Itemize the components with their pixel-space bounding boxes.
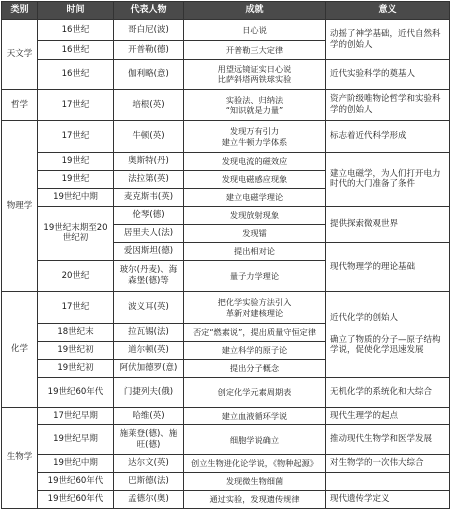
achievement-cell: 发现微生物细菌 — [184, 472, 326, 490]
person-cell: 牛顿(英) — [114, 121, 184, 153]
achievement-cell: 创立生物进化论学说，《物种起源》 — [184, 455, 326, 473]
science-achievements-table — [1, 1, 450, 509]
significance-cell: 提供探索微观世界 — [326, 206, 450, 242]
time-cell: 19世纪 — [38, 153, 114, 171]
time-cell: 19世纪中期 — [38, 188, 114, 206]
time-cell: 17世纪 — [38, 89, 114, 121]
achievement-cell: 建立血液循环学说 — [184, 407, 326, 425]
significance-cell: 标志着近代科学形成 — [326, 121, 450, 153]
significance-cell — [326, 472, 450, 490]
person-cell: 波义耳(英) — [114, 292, 184, 324]
person-cell: 哥白尼(波) — [114, 20, 184, 41]
header-row — [2, 2, 450, 20]
time-cell: 20世纪 — [38, 260, 114, 292]
significance-cell: 现代生理学的起点 — [326, 407, 450, 425]
achievement-cell: 通过实验，发现遗传规律 — [184, 490, 326, 508]
category-cell: 天文学 — [2, 20, 38, 90]
time-cell: 19世纪60年代 — [38, 377, 114, 407]
achievement-cell: 量子力学理论 — [184, 260, 326, 292]
header-significance: 意义 — [326, 2, 450, 20]
person-cell: 门捷列夫(俄) — [114, 377, 184, 407]
significance-cell: 动摇了神学基础，近代自然科学的创始人 — [326, 20, 450, 60]
achievement-cell: 发现电磁感应现象 — [184, 170, 326, 188]
person-cell: 爱因斯坦(德) — [114, 242, 184, 260]
category-cell: 生物学 — [2, 407, 38, 509]
achievement-cell: 发现放射现象 — [184, 206, 326, 224]
person-cell: 施莱登(德)、施旺(德) — [114, 425, 184, 455]
person-cell: 哈维(英) — [114, 407, 184, 425]
science-history-table-sheet — [1, 1, 449, 509]
table-row — [2, 455, 450, 473]
achievement-cell: 创定化学元素周期表 — [184, 377, 326, 407]
significance-cell: 建立电磁学，为人们打开电力时代的大门准备了条件 — [326, 153, 450, 207]
table-row — [2, 20, 450, 41]
category-cell: 化学 — [2, 292, 38, 407]
person-cell: 麦克斯韦(英) — [114, 188, 184, 206]
table-row — [2, 425, 450, 455]
person-cell: 开普勒(德) — [114, 41, 184, 60]
time-cell: 16世纪 — [38, 41, 114, 60]
person-cell: 法拉第(英) — [114, 170, 184, 188]
header-time: 时间 — [38, 2, 114, 20]
person-cell: 达尔文(英) — [114, 455, 184, 473]
achievement-cell: 把化学实验方法引入 革新对建核理论 — [184, 292, 326, 324]
significance-cell: 近代化学的创始人 确立了物质的分子—原子结构学说，促使化学迅速发展 — [326, 292, 450, 378]
time-cell: 17世纪早期 — [38, 407, 114, 425]
significance-cell: 资产阶级唯物论哲学和实验科学的创始人 — [326, 89, 450, 121]
achievement-cell: 发现万有引力 建立牛顿力学体系 — [184, 121, 326, 153]
time-cell: 19世纪初 — [38, 359, 114, 377]
table-row — [2, 206, 450, 224]
achievement-cell: 建立科学的原子论 — [184, 342, 326, 360]
time-cell: 19世纪中期 — [38, 455, 114, 473]
table-row — [2, 153, 450, 171]
time-cell: 19世纪初 — [38, 342, 114, 360]
significance-cell: 对生物学的一次伟大综合 — [326, 455, 450, 473]
time-cell: 19世纪末期至20世纪初 — [38, 206, 114, 260]
table-row — [2, 407, 450, 425]
person-cell: 阿伏加德罗(意) — [114, 359, 184, 377]
significance-cell: 推动现代生物学和医学发展 — [326, 425, 450, 455]
table-row — [2, 121, 450, 153]
achievement-cell: 日心说 — [184, 20, 326, 41]
person-cell: 玻尔(丹麦)、海森堡(德)等 — [114, 260, 184, 292]
time-cell: 17世纪 — [38, 292, 114, 324]
person-cell: 孟德尔(奥) — [114, 490, 184, 508]
table-row — [2, 89, 450, 121]
significance-cell: 现代物理学的理论基础 — [326, 242, 450, 292]
person-cell: 伽利略(意) — [114, 60, 184, 90]
table-row — [2, 377, 450, 407]
time-cell: 17世纪 — [38, 121, 114, 153]
person-cell: 奥斯特(丹) — [114, 153, 184, 171]
time-cell: 18世纪末 — [38, 324, 114, 342]
achievement-cell: 提出相对论 — [184, 242, 326, 260]
time-cell: 19世纪60年代 — [38, 490, 114, 508]
person-cell: 居里夫人(法) — [114, 224, 184, 242]
achievement-cell: 提出分子概念 — [184, 359, 326, 377]
time-cell: 19世纪60年代 — [38, 472, 114, 490]
achievement-cell: 否定“燃素说”，提出质量守恒定律 — [184, 324, 326, 342]
header-category: 类别 — [2, 2, 38, 20]
achievement-cell: 开普勒三大定律 — [184, 41, 326, 60]
time-cell: 19世纪早期 — [38, 425, 114, 455]
table-row — [2, 490, 450, 508]
achievement-cell: 建立电磁学理论 — [184, 188, 326, 206]
significance-cell: 现代遗传学定义 — [326, 490, 450, 508]
time-cell: 19世纪 — [38, 170, 114, 188]
time-cell: 16世纪 — [38, 20, 114, 41]
table-row — [2, 472, 450, 490]
person-cell: 伦琴(德) — [114, 206, 184, 224]
significance-cell: 近代实验科学的奠基人 — [326, 60, 450, 90]
achievement-cell: 发现电流的磁效应 — [184, 153, 326, 171]
achievement-cell: 用望远镜证实日心说 比萨斜塔两铁球实验 — [184, 60, 326, 90]
category-cell: 哲学 — [2, 89, 38, 121]
table-row — [2, 60, 450, 90]
significance-cell: 无机化学的系统化和大综合 — [326, 377, 450, 407]
person-cell: 道尔顿(英) — [114, 342, 184, 360]
table-row — [2, 292, 450, 324]
person-cell: 巴斯德(法) — [114, 472, 184, 490]
person-cell: 拉瓦锡(法) — [114, 324, 184, 342]
achievement-cell: 实验法、归纳法 “知识就是力量” — [184, 89, 326, 121]
person-cell: 培根(英) — [114, 89, 184, 121]
category-cell: 物理学 — [2, 121, 38, 292]
achievement-cell: 发现镭 — [184, 224, 326, 242]
header-achievement: 成就 — [184, 2, 326, 20]
achievement-cell: 细胞学说确立 — [184, 425, 326, 455]
header-person: 代表人物 — [114, 2, 184, 20]
time-cell: 16世纪 — [38, 60, 114, 90]
